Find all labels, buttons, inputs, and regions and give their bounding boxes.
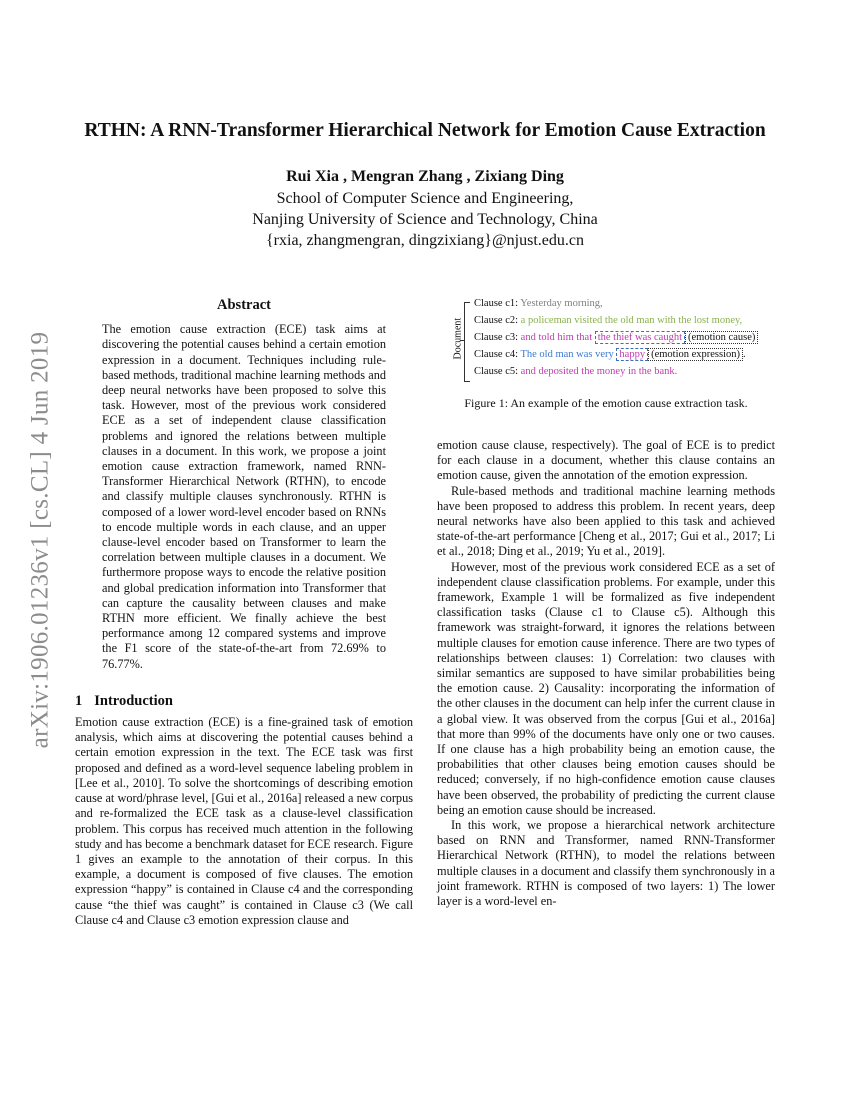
- abstract-heading: Abstract: [217, 297, 271, 313]
- clause-text: and deposited the money in the bank.: [520, 366, 678, 377]
- paper-title: RTHN: A RNN-Transformer Hierarchical Network for Emotion Cause Extraction: [84, 120, 766, 141]
- figure-bracket-tick: [460, 340, 464, 341]
- figure-bracket: [464, 302, 470, 382]
- figure-clause-4: [474, 349, 746, 360]
- figure-clause-3: [474, 332, 758, 343]
- section-title: Introduction: [94, 692, 173, 709]
- section-number: 1: [75, 692, 83, 709]
- figure-clause-1: [474, 298, 603, 309]
- arxiv-stamp: [20, 310, 60, 770]
- clause-label: Clause c5:: [474, 366, 521, 377]
- figure-clause-2: [474, 315, 742, 326]
- clause-text: The old man was very: [520, 349, 617, 360]
- affiliation-line2: Nanjing University of Science and Technology, China: [252, 211, 598, 228]
- intro-paragraph-1-continued: emotion cause clause, respectively). The goal of ECE is to predict for each clause in a document, whether this clause contains an emotion cause, given the annotation of the emotion expression.: [437, 438, 775, 483]
- affiliation-email: {rxia, zhangmengran, dingzixiang}@njust.edu.cn: [265, 232, 584, 249]
- emotion-expression-span: happy: [616, 348, 648, 361]
- figure-clause-5: [474, 366, 677, 377]
- intro-paragraph-4: In this work, we propose a hierarchical network architecture based on RNN and Transformer, named RNN-Transformer Hierarchical Network (RTHN), to model the relations between multiple clauses in a document and classify them synchronously in a joint framework. RTHN is composed of two layers: 1) The lower layer is a word-level en-: [437, 818, 775, 909]
- arxiv-id: arXiv:1906.01236v1 [cs.CL] 4 Jun 2019: [26, 331, 53, 749]
- clause-text: Yesterday morning,: [520, 298, 603, 309]
- emotion-expression-tag: (emotion expression): [648, 348, 743, 361]
- authors: Rui Xia , Mengran Zhang , Zixiang Ding: [286, 168, 564, 185]
- clause-label: Clause c3:: [474, 332, 521, 343]
- figure-1: [440, 296, 770, 386]
- clause-label: Clause c4:: [474, 349, 521, 360]
- intro-paragraph-2: Rule-based methods and traditional machine learning methods have been proposed to address this problem. In recent years, deep neural networks have also been applied to this task and achieved state-of-the-art performance [Cheng et al., 2017; Gui et al., 2017; Li et al., 2018; Ding et al., 2019; Yu et al., 2019].: [437, 483, 775, 559]
- section-heading-introduction: [75, 694, 413, 709]
- emotion-cause-span: the thief was caught: [595, 331, 685, 344]
- intro-paragraph-3: However, most of the previous work considered ECE as a set of independent clause classification problems. For example, under this framework, Example 1 will be formalized as five independent classification tasks (Clause c1 to Clause c5). Although this framework was straight-forward, it ignores the relations between multiple clauses for emotion cause inference. There are two types of relationships between clauses: 1) Correlation: two clauses with similar semantics are supposed to have similar probabilities being the emotion cause. 2) Causality: incorporating the information of the other clauses in the document can help infer the current clause in a global view. It was observed from the corpus [Gui et al., 2016a] that more than 99% of the documents have only one or two causes. If one clause has a high probability being an emotion cause, the probabilities that other clauses being emotion causes should be reduced; conversely, if no high-confidence emotion cause clauses have been observed, the probability of predicting the current clause being an emotion cause should be increased.: [437, 559, 775, 817]
- clause-end-punct: .: [743, 349, 746, 360]
- clause-text: a policeman visited the old man with the lost money,: [520, 315, 743, 326]
- clause-label: Clause c2:: [474, 315, 521, 326]
- intro-paragraph-1: Emotion cause extraction (ECE) is a fine-grained task of emotion analysis, which aims at discovering the potential causes behind a certain emotion expression in the text. The ECE task was first proposed and defined as a word-level sequence labeling problem in [Lee et al., 2010]. To solve the shortcomings of describing emotion cause at word/phrase level, [Gui et al., 2016a] released a new corpus and re-formalized the ECE task as a clause-level classification problem. This corpus has received much attention in the following study and has become a benchmark dataset for ECE research. Figure 1 gives an example to the annotation of their corpus. In this example, a document is composed of five clauses. The emotion expression “happy” is contained in Clause c4 and the corresponding cause “the thief was caught” is contained in Clause c3 (We call Clause c4 and Clause c3 emotion expression clause and: [75, 715, 413, 927]
- figure-ylabel: Document: [452, 317, 464, 360]
- right-column: [437, 438, 775, 909]
- figure-caption: Figure 1: An example of the emotion cause extraction task.: [464, 396, 748, 410]
- clause-label: Clause c1:: [474, 298, 521, 309]
- abstract-body: The emotion cause extraction (ECE) task aims at discovering the potential causes behind a certain emotion expression in a document. Techniques including rule-based methods, traditional machine learning methods and deep neural networks have been proposed to solve this task. However, most of the previous work considered ECE as a set of independent clause classification problems and ignored the relations between multiple clauses in a document. In this work, we propose a joint emotion cause extraction framework, named RNN-Transformer Hierarchical Network (RTHN), to encode and classify multiple clauses synchronously. RTHN is composed of a lower word-level encoder based on RNNs to encode multiple words in each clause, and an upper clause-level encoder based on Transformer to learn the correlation between multiple clauses in a document. We furthermore propose ways to encode the relative position and global predication information into Transformer that can capture the causality between clauses and make RTHN more efficient. We finally achieve the best performance among 12 compared systems and improve the F1 score of the state-of-the-art from 72.69% to 76.77%.: [102, 322, 386, 671]
- left-column: [75, 298, 413, 928]
- clause-text: and told him that: [520, 332, 595, 343]
- affiliation-line1: School of Computer Science and Engineering,: [276, 190, 574, 207]
- emotion-cause-tag: (emotion cause): [685, 331, 758, 344]
